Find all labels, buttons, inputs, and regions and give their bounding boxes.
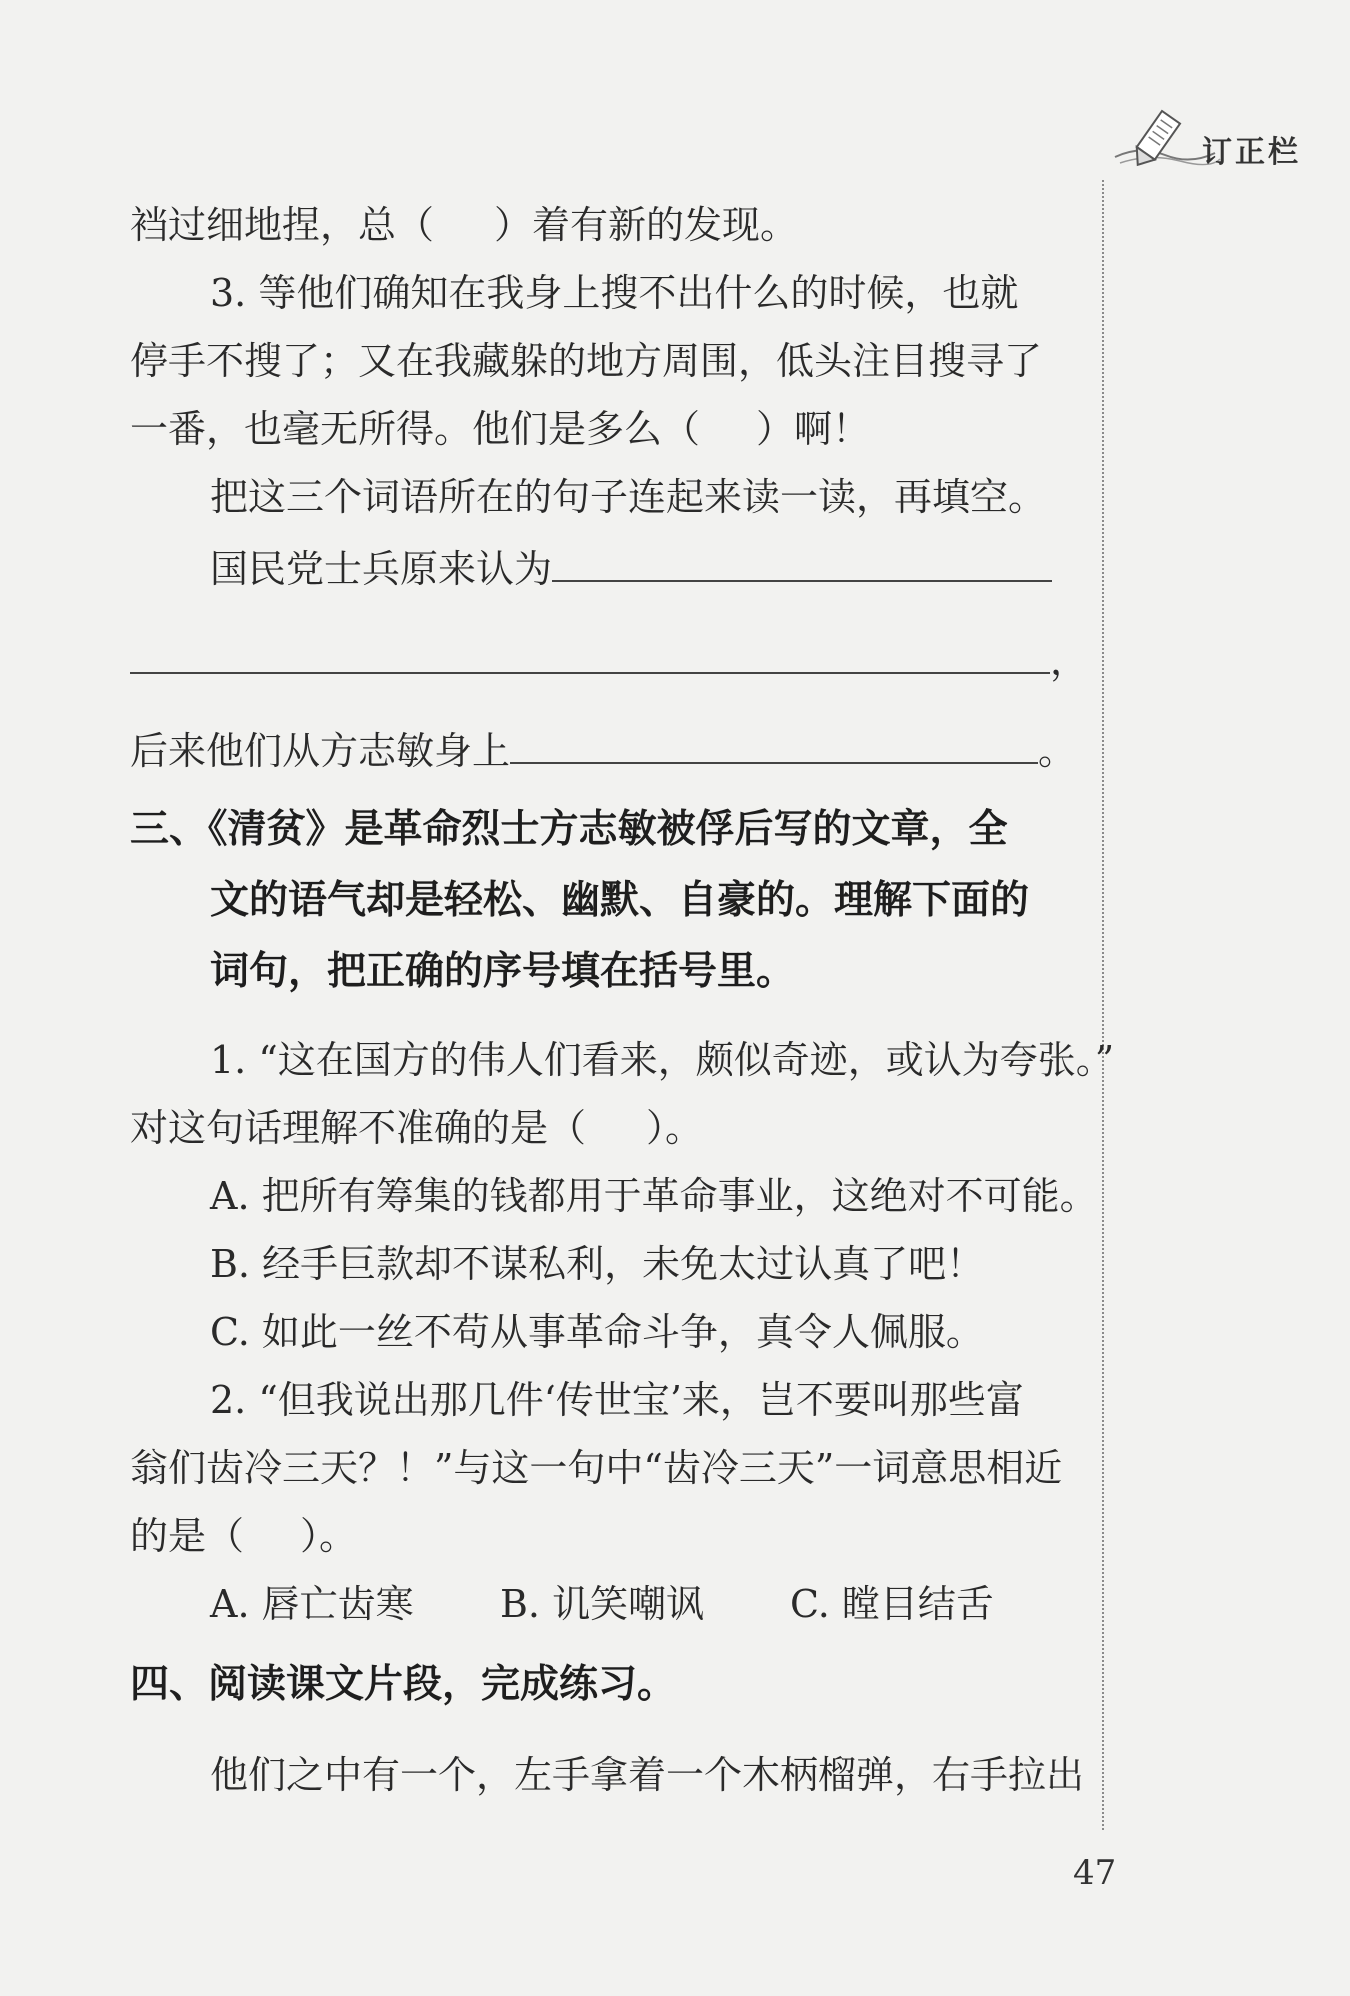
section-4-heading: 四、阅读课文片段，完成练习。: [130, 1662, 677, 1707]
section-3-heading-line-3: 词句，把正确的序号填在括号里。: [210, 949, 796, 994]
text-fragment: ，: [1050, 639, 1089, 683]
text-line-5: 把这三个词语所在的句子连起来读一读，再填空。: [210, 475, 1047, 519]
correction-column-header: [1110, 105, 1330, 175]
question-2-options: [210, 1579, 994, 1629]
text-line-1: [130, 200, 798, 250]
text-fragment: 裆过细地捏，总（: [130, 203, 435, 247]
section-4-paragraph-1: 他们之中有一个，左手拿着一个木柄榴弹，右手拉出: [210, 1753, 1085, 1797]
text-fragment: ）啊！: [756, 407, 871, 451]
question-1-option-c: C. 如此一丝不苟从事革命斗争，真令人佩服。: [210, 1310, 984, 1354]
text-fragment: ）着有新的发现。: [494, 203, 799, 247]
text-fragment: 一番，也毫无所得。他们是多么（: [130, 407, 701, 451]
text-line-2: 3. 等他们确知在我身上搜不出什么的时候，也就: [210, 271, 1019, 315]
text-fragment: ）。: [300, 1514, 358, 1558]
text-line-7: [130, 632, 1088, 686]
text-line-3: 停手不搜了；又在我藏躲的地方周围，低头注目搜寻了: [130, 339, 1043, 383]
page-number: 47: [1073, 1853, 1117, 1893]
fill-in-line[interactable]: [510, 722, 1038, 764]
fill-in-line[interactable]: [130, 632, 1050, 674]
section-3-heading-line-2: 文的语气却是轻松、幽默、自豪的。理解下面的: [210, 878, 1030, 923]
text-fragment: 后来他们从方志敏身上: [130, 729, 511, 773]
question-1-option-a: A. 把所有筹集的钱都用于革命事业，这绝对不可能。: [210, 1174, 1098, 1218]
question-2-option-b: B. 讥笑嘲讽: [500, 1582, 705, 1626]
question-1-option-b: B. 经手巨款却不谋私利，未免太过认真了吧！: [210, 1242, 985, 1286]
question-2-line-1: 2. “但我说出那几件‘传世宝’来，岂不要叫那些富: [210, 1378, 1024, 1422]
text-line-6: [210, 540, 1052, 594]
fill-in-line[interactable]: [552, 540, 1052, 582]
question-2-option-c: C. 瞠目结舌: [790, 1582, 994, 1626]
question-2-line-2: 翁们齿冷三天？！”与这一句中“齿冷三天”一词意思相近: [130, 1446, 1063, 1490]
correction-column-divider: [1102, 180, 1104, 1830]
text-fragment: 对这句话理解不准确的是（: [130, 1106, 587, 1150]
question-2-option-a: A. 唇亡齿寒: [210, 1582, 414, 1626]
text-fragment: 。: [1038, 729, 1077, 773]
question-1-line-1: 1. “这在国方的伟人们看来，颇似奇迹，或认为夸张。”: [210, 1038, 1115, 1082]
section-3-heading-line-1: 三、《清贫》是革命烈士方志敏被俘后写的文章，全: [130, 807, 1008, 852]
text-fragment: 的是（: [130, 1514, 245, 1558]
question-2-line-3: [130, 1511, 357, 1561]
text-line-8: [130, 722, 1076, 776]
text-fragment: ）。: [646, 1106, 704, 1150]
text-line-4: [130, 404, 870, 454]
correction-column-title: 订正栏: [1202, 135, 1301, 170]
question-1-line-2: [130, 1103, 703, 1153]
text-fragment: 国民党士兵原来认为: [210, 547, 553, 591]
